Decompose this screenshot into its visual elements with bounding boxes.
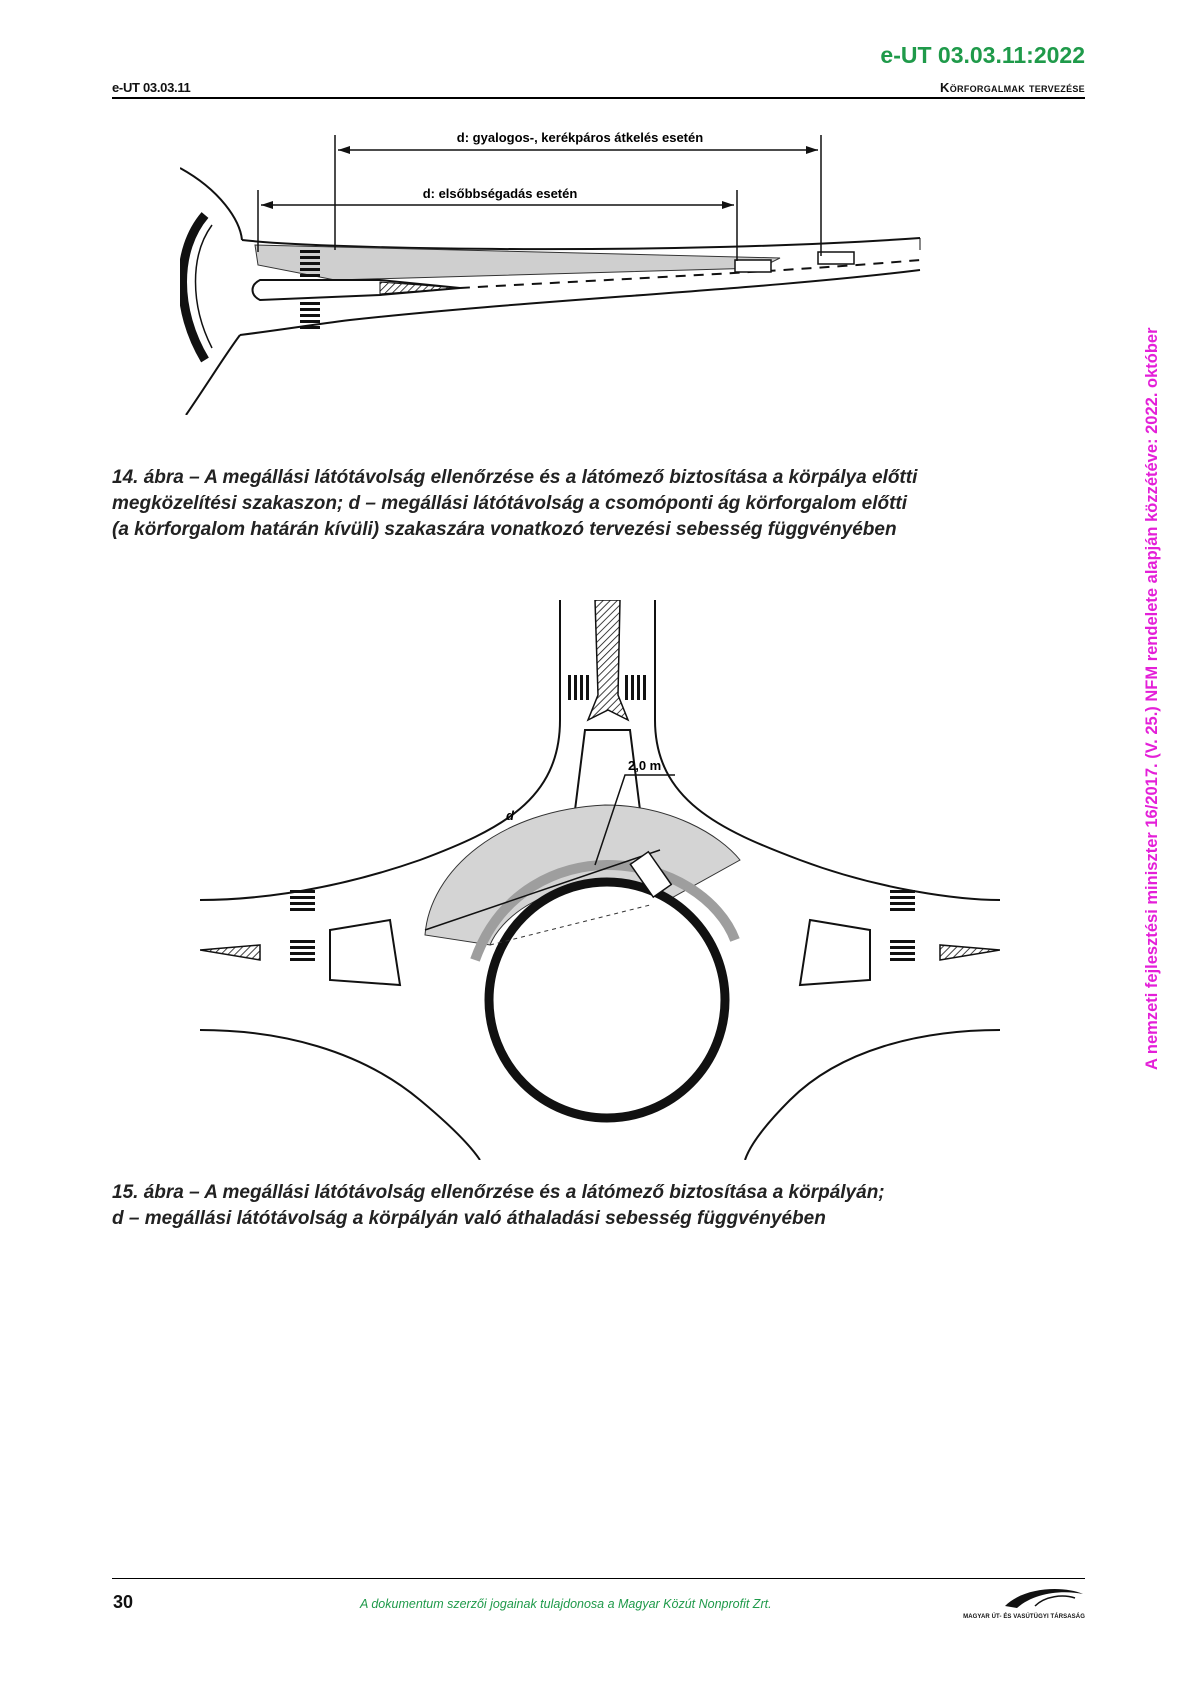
label-d-pedestrian: d: gyalogos-, kerékpáros átkelés esetén xyxy=(456,130,704,145)
page-number: 30 xyxy=(113,1592,134,1612)
society-logo xyxy=(935,1584,1085,1620)
standard-code: e-UT 03.03.11:2022 xyxy=(880,42,1085,68)
label-offset: 2,0 m xyxy=(628,758,662,773)
caption-line: 14. ábra – A megállási látótávolság ellenőrzése és a látómező biztosítása a körpálya előtti xyxy=(112,467,918,488)
caption-line: (a körforgalom határán kívüli) szakaszára vonatkozó tervezési sebesség függvényében xyxy=(112,519,897,540)
road-swoosh-icon xyxy=(935,1584,1085,1610)
label-d: d xyxy=(506,808,514,823)
caption-line: 15. ábra – A megállási látótávolság ellenőrzése és a látómező biztosítása a körpályán; xyxy=(112,1182,885,1203)
header-rule xyxy=(112,97,1085,99)
header-section-title: Körforgalmak tervezése xyxy=(940,80,1085,95)
publication-side-note: A nemzeti fejlesztési miniszter 16/2017. (V. 25.) NFM rendelete alapján közzétéve: 2022. október xyxy=(1143,327,1161,1070)
society-name: MAGYAR ÚT- ÉS VASÚTÜGYI TÁRSASÁG xyxy=(963,1614,1085,1620)
caption-line: megközelítési szakaszon; d – megállási látótávolság a csomóponti ág körforgalom előtti xyxy=(112,493,908,514)
caption-line: d – megállási látótávolság a körpályán való áthaladási sebesség függvényében xyxy=(112,1208,826,1229)
figure-15-diagram xyxy=(200,600,1000,1160)
footer-rule xyxy=(112,1578,1085,1579)
header-doc-id: e-UT 03.03.11 xyxy=(112,80,191,95)
copyright-notice: A dokumentum szerzői jogainak tulajdonosa a Magyar Közút Nonprofit Zrt. xyxy=(360,1597,772,1611)
figure-14-diagram xyxy=(180,130,1010,415)
figure-14-caption xyxy=(112,465,1012,543)
label-d-yield: d: elsőbbségadás esetén xyxy=(422,186,578,201)
figure-15-caption xyxy=(112,1180,1012,1232)
